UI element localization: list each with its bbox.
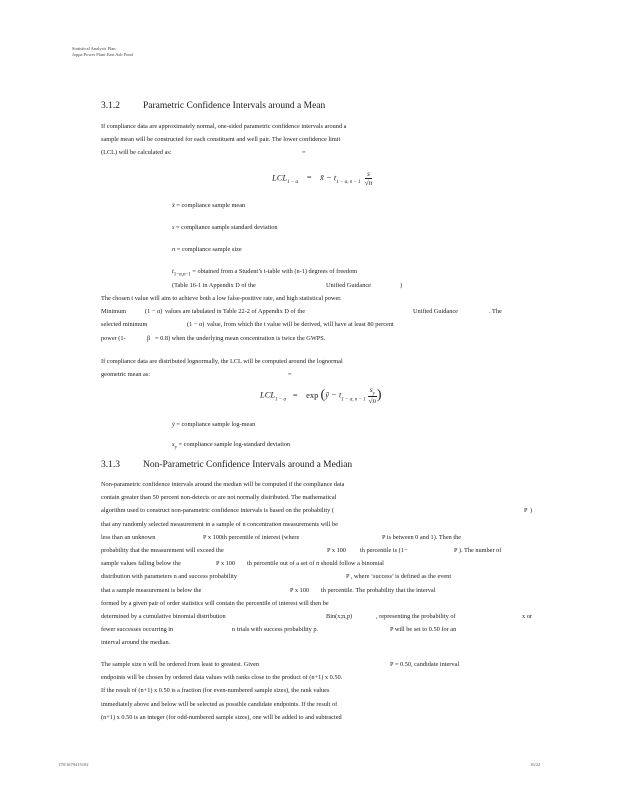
definition-item bbox=[172, 243, 357, 265]
eq-minus: − bbox=[326, 172, 332, 183]
eq-equals: = bbox=[292, 389, 298, 400]
text-line bbox=[101, 671, 551, 684]
definition-item bbox=[172, 438, 290, 452]
text-segment: algorithm used to construct non-parametric confidence intervals is based on the probability ( bbox=[101, 507, 334, 515]
eq-t-sub: 1 − α, n − 1 bbox=[341, 397, 366, 403]
text-line bbox=[101, 597, 551, 610]
section-number: 3.1.3 bbox=[101, 460, 120, 470]
definition-text: = obtained from a Student’s t-table with (n-1) degrees of freedom bbox=[192, 268, 358, 275]
text-segment: th percentile. The probability that the interval bbox=[321, 586, 436, 594]
eq-num-s: s bbox=[369, 386, 373, 394]
eq-log-mean: ȳ bbox=[325, 389, 329, 400]
section-title: Parametric Confidence Intervals around a Mean bbox=[143, 101, 326, 111]
text-segment: selected minimum bbox=[101, 321, 148, 329]
eq-lhs-sub: 1 − α bbox=[275, 397, 287, 403]
text-line bbox=[101, 610, 551, 623]
text-line bbox=[101, 478, 551, 491]
text-segment: Minimum bbox=[101, 308, 127, 316]
definition-text: = compliance sample log-standard deviation bbox=[178, 441, 291, 448]
eq-paren-open: ( bbox=[320, 387, 326, 403]
definition-symbol-sub: y bbox=[174, 445, 177, 451]
section-title: Non-Parametric Confidence Intervals around a Median bbox=[143, 460, 353, 470]
header-line-1: Statistical Analysis Plan bbox=[72, 46, 116, 51]
text-line bbox=[101, 711, 551, 724]
definition-item bbox=[172, 265, 357, 279]
text-line: If compliance data are approximately normal, one-sided parametric confidence intervals around a bbox=[101, 123, 347, 130]
text-line bbox=[101, 518, 551, 531]
paragraph-lognormal bbox=[101, 355, 343, 381]
definition-item bbox=[172, 418, 290, 438]
equals-marker: = bbox=[288, 371, 292, 378]
text-line bbox=[101, 491, 551, 504]
eq-t: t bbox=[338, 389, 342, 400]
definition-symbol: ȳ bbox=[172, 421, 175, 428]
eq-numerator: s bbox=[365, 170, 372, 179]
text-segment: immediately above and below will be selected as possible candidate endpoints. If the result of bbox=[101, 700, 338, 708]
definition-symbol: s bbox=[172, 224, 175, 231]
text-line bbox=[101, 623, 551, 636]
paragraph-lcl-intro bbox=[101, 120, 346, 160]
definition-symbol: x̄ bbox=[172, 202, 175, 209]
text-line: If compliance data are distributed lognormally, the LCL will be computed around the lognormal bbox=[101, 358, 343, 365]
eq-num-sub: y bbox=[372, 391, 375, 397]
equals-marker: = bbox=[302, 149, 306, 156]
eq-denominator: √n bbox=[368, 397, 377, 406]
text-segment: interval around the median. bbox=[101, 639, 171, 647]
text-line: sample mean will be constructed for each constituent and well pair. The lower confidence limit bbox=[101, 136, 341, 144]
eq-numerator bbox=[368, 386, 377, 397]
definition-item bbox=[172, 221, 357, 243]
text-line bbox=[101, 636, 551, 649]
definition-item bbox=[172, 199, 357, 221]
text-line bbox=[101, 698, 551, 711]
definition-symbol-sub: 1−α,n−1 bbox=[173, 272, 191, 278]
equation-lcl-lognormal bbox=[260, 386, 382, 410]
text-segment: . The bbox=[489, 308, 502, 316]
text-segment: P is between 0 and 1). Then the bbox=[382, 533, 462, 541]
text-segment: P , where ‘success’ is defined as the event bbox=[346, 573, 452, 581]
eq-lhs: LCL bbox=[272, 172, 288, 183]
definition-text: = compliance sample mean bbox=[176, 202, 246, 209]
text-line bbox=[101, 531, 551, 544]
text-segment: th percentile is (1− bbox=[360, 546, 408, 554]
text-segment: formed by a given pair of order statistics will contain the percentile of interest will then be bbox=[101, 599, 329, 607]
definition-text: = compliance sample log-mean bbox=[176, 421, 256, 428]
eq-t: t bbox=[333, 172, 337, 183]
eq-t-sub: 1 − α, n − 1 bbox=[336, 180, 361, 186]
text-line bbox=[101, 318, 541, 331]
definition-cont-text: (Table 16-1 in Appendix D of the bbox=[172, 282, 256, 289]
definition-text: = compliance sample size bbox=[176, 246, 242, 253]
eq-lhs: LCL bbox=[260, 389, 276, 400]
text-segment: Bin(x;n,p) bbox=[326, 612, 353, 620]
text-segment: x or bbox=[522, 612, 532, 620]
text-segment: P will be set to 0.50 for an bbox=[390, 626, 457, 634]
eq-fraction bbox=[365, 170, 372, 187]
text-segment: power (1- bbox=[101, 334, 126, 342]
text-segment: Non-parametric confidence intervals around the median will be computed if the compliance data bbox=[101, 481, 345, 488]
document-header bbox=[72, 46, 133, 58]
text-segment: fewer successes occurring in bbox=[101, 626, 174, 634]
text-segment: P = 0.50, candidate interval bbox=[390, 661, 460, 668]
text-line bbox=[101, 557, 551, 570]
text-line: The chosen t value will aim to achieve both a low false-positive rate, and high statistical power. bbox=[101, 295, 342, 302]
text-line bbox=[101, 332, 541, 345]
text-segment: (n+1) x 0.50 is an integer (for odd-numbered sample sizes), one will be added to and subtracted bbox=[101, 713, 342, 721]
text-segment: contain greater than 50 percent non-detects or are not normally distributed. The mathematical bbox=[101, 494, 337, 502]
text-segment: P x 100 bbox=[216, 560, 236, 568]
text-segment: P x 100 bbox=[327, 546, 347, 554]
eq-fraction bbox=[368, 386, 377, 405]
definition-continuation bbox=[172, 279, 403, 293]
definition-symbol: t bbox=[172, 268, 174, 275]
text-segment: less than an unknown bbox=[101, 533, 156, 541]
text-line bbox=[101, 544, 551, 557]
definition-text: = compliance sample standard deviation bbox=[176, 224, 278, 231]
text-segment: = 0.8) when the underlying mean concentration is twice the GWPS. bbox=[155, 334, 326, 342]
unified-guidance-ref: Unified Guidance bbox=[326, 282, 371, 289]
header-line-2: Joppa Power Plant East Ash Pond bbox=[72, 52, 133, 57]
text-segment: n trials with success probability p. bbox=[232, 626, 319, 634]
paragraph-nonparametric bbox=[101, 478, 551, 649]
text-segment: sample values falling below the bbox=[101, 560, 181, 568]
text-segment: values are tabulated in Table 22-2 of Appendix D of the bbox=[165, 308, 306, 316]
text-line bbox=[101, 684, 551, 697]
text-segment: The sample size n will be ordered from least to greatest. Given bbox=[101, 661, 260, 668]
text-segment: endpoints will be chosen by ordered data values with ranks close to the product of (n+1) x 0.50. bbox=[101, 674, 343, 682]
eq-paren-close: ) bbox=[376, 387, 382, 403]
text-segment: P ). The number of bbox=[454, 546, 502, 554]
text-line: (LCL) will be calculated as: bbox=[101, 149, 172, 157]
text-segment: probability that the measurement will exceed the bbox=[101, 546, 224, 554]
definition-symbol: n bbox=[172, 246, 176, 253]
text-segment: (1 − α) bbox=[145, 308, 163, 316]
text-line: geometric mean as: bbox=[101, 371, 150, 379]
section-3-1-2-heading bbox=[101, 101, 326, 111]
eq-lhs-sub: 1 − α bbox=[287, 180, 299, 186]
section-number: 3.1.2 bbox=[101, 101, 120, 111]
text-segment: value, from which the t value will be derived, will have at least 80 percent bbox=[207, 321, 394, 329]
eq-exp: exp bbox=[306, 389, 319, 400]
text-segment: , representing the probability of bbox=[376, 612, 456, 620]
definition-cont-end: ) bbox=[400, 282, 403, 289]
text-segment: ) bbox=[530, 507, 533, 515]
text-line bbox=[101, 584, 551, 597]
definitions-list bbox=[172, 199, 403, 293]
text-segment: that any randomly selected measurement in a sample of n concentration measurements will be bbox=[101, 520, 338, 528]
paragraph-ordering bbox=[101, 658, 551, 724]
text-segment: distribution with parameters n and success probability bbox=[101, 573, 238, 581]
unified-guidance-ref: Unified Guidance bbox=[413, 308, 458, 316]
equation-lcl-normal bbox=[272, 170, 372, 192]
paragraph-t-value bbox=[101, 292, 541, 348]
text-segment: P bbox=[524, 507, 528, 515]
text-segment: If the result of (n+1) x 0.50 is a fraction (for even-numbered sample sizes), the rank values bbox=[101, 687, 330, 695]
section-3-1-3-heading bbox=[101, 460, 353, 470]
eq-denominator: √n bbox=[364, 179, 373, 187]
text-segment: th percentile out of a set of n should follow a binomial bbox=[247, 560, 384, 568]
definition-symbol: s bbox=[172, 441, 175, 448]
text-segment: (1 − α) bbox=[187, 321, 205, 329]
text-segment: P x 100th percentile of interest (where bbox=[203, 533, 300, 541]
page-number: 16/22 bbox=[530, 762, 541, 767]
beta-symbol: β bbox=[147, 334, 151, 342]
text-segment: that a sample measurement is below the bbox=[101, 586, 202, 594]
text-line bbox=[101, 504, 551, 517]
text-segment: determined by a cumulative binomial distribution bbox=[101, 612, 226, 620]
text-line bbox=[101, 305, 541, 318]
text-line bbox=[101, 658, 551, 671]
definitions-list-log bbox=[172, 418, 290, 452]
text-line bbox=[101, 570, 551, 583]
eq-mean: x̄ bbox=[320, 172, 324, 183]
eq-minus: − bbox=[331, 389, 337, 400]
text-segment: P x 100 bbox=[290, 586, 310, 594]
footer-left: 178/1679415102 bbox=[58, 762, 89, 767]
eq-equals: = bbox=[306, 172, 312, 183]
